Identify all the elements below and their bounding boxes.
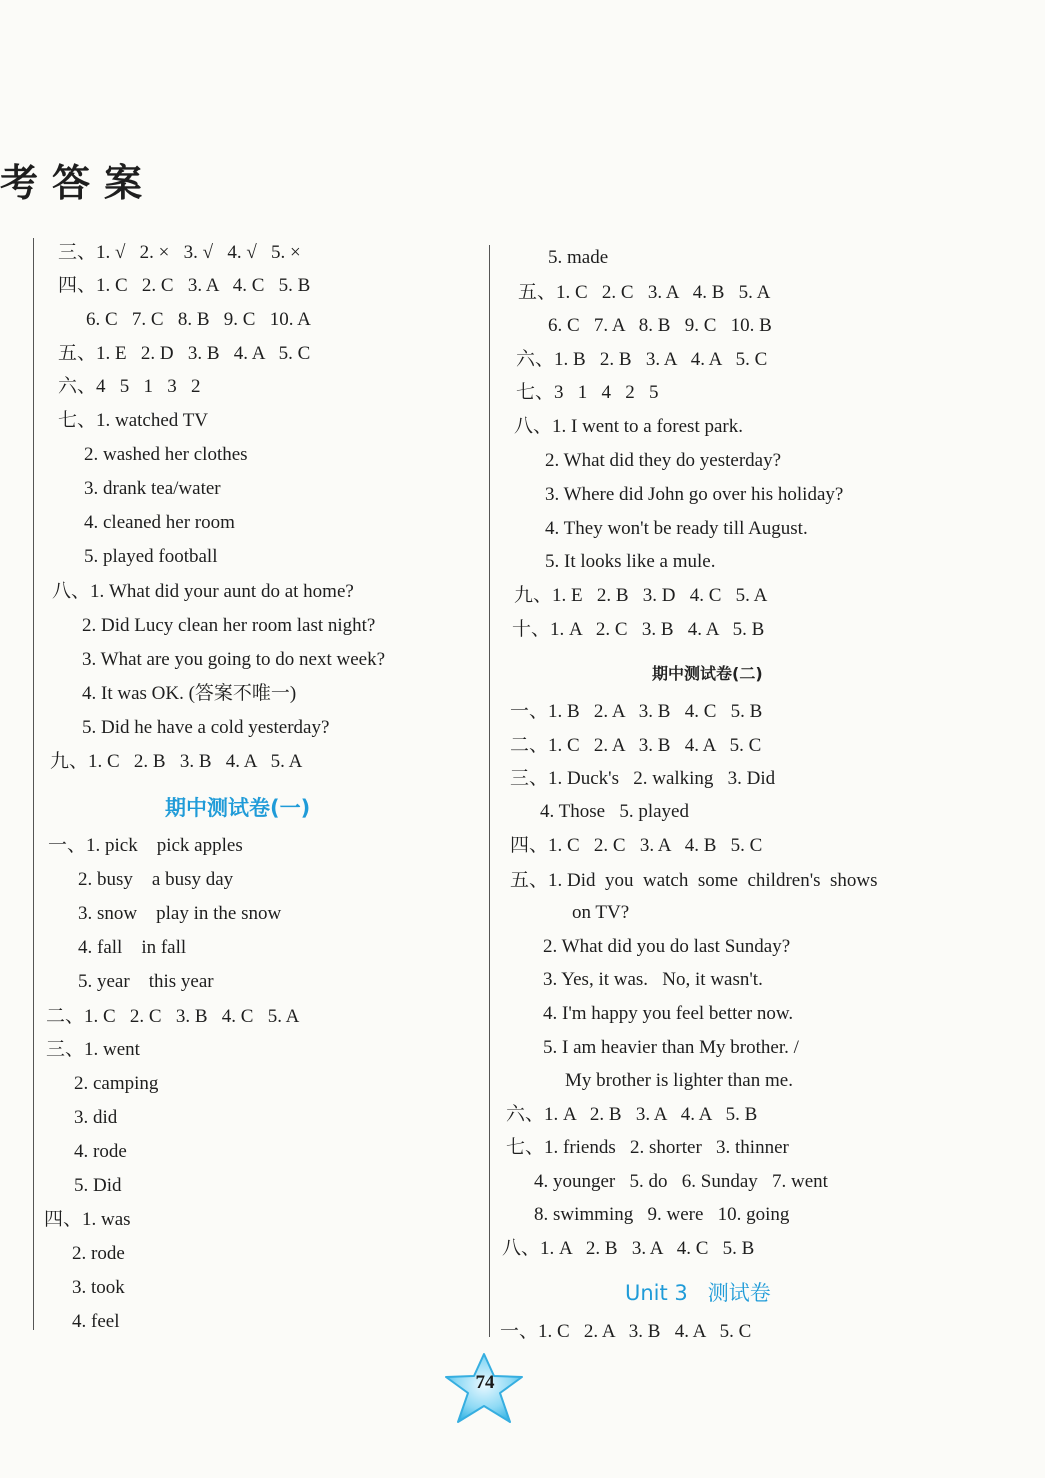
answer-line: 3. did (74, 1107, 118, 1128)
answer-line: 4. It was OK. (答案不唯一) (82, 683, 297, 704)
answer-line: 八、1. I went to a forest park. (514, 416, 743, 437)
answer-line: My brother is lighter than me. (565, 1070, 793, 1091)
answer-line: 6. C 7. A 8. B 9. C 10. B (548, 315, 772, 336)
page-title: 考答案 (0, 161, 157, 205)
answer-line: 4. fall in fall (78, 937, 187, 958)
answer-line: 3. Yes, it was. No, it wasn't. (543, 969, 763, 990)
section-title-unit-3: Unit 3 测试卷 (625, 1281, 771, 1305)
answer-line: 一、1. B 2. A 3. B 4. C 5. B (510, 701, 763, 722)
answer-line: 六、4 5 1 3 2 (58, 376, 201, 397)
answer-line: 十、1. A 2. C 3. B 4. A 5. B (512, 619, 765, 640)
answer-line: 四、1. was (44, 1209, 131, 1230)
left-margin-rule (33, 238, 34, 1330)
answer-line: 二、1. C 2. A 3. B 4. A 5. C (510, 735, 762, 756)
answer-line: 四、1. C 2. C 3. A 4. C 5. B (58, 275, 311, 296)
answer-line: 4. They won't be ready till August. (545, 518, 808, 539)
answer-line: 七、3 1 4 2 5 (516, 382, 659, 403)
center-divider-rule (489, 245, 490, 1337)
answer-line: on TV? (572, 902, 630, 923)
answer-line: 四、1. C 2. C 3. A 4. B 5. C (510, 835, 763, 856)
answer-line: 3. drank tea/water (84, 478, 221, 499)
answer-line: 2. busy a busy day (78, 869, 234, 890)
answer-line: 三、1. √ 2. × 3. √ 4. √ 5. × (58, 242, 301, 263)
answer-line: 八、1. What did your aunt do at home? (52, 581, 354, 602)
page-number-badge (440, 1350, 530, 1428)
page-number: 74 (475, 1372, 495, 1393)
answer-line: 二、1. C 2. C 3. B 4. C 5. A (46, 1006, 300, 1027)
answer-line: 2. washed her clothes (84, 444, 248, 465)
answer-line: 4. cleaned her room (84, 512, 235, 533)
section-title-midterm-2: 期中测试卷(二) (652, 664, 763, 683)
answer-line: 五、1. C 2. C 3. A 4. B 5. A (518, 282, 771, 303)
answer-line: 七、1. watched TV (58, 410, 209, 431)
answer-line: 8. swimming 9. were 10. going (534, 1204, 790, 1225)
answer-line: 2. camping (74, 1073, 159, 1094)
answer-line: 一、1. C 2. A 3. B 4. A 5. C (500, 1321, 752, 1342)
answer-line: 5. Did (74, 1175, 122, 1196)
answer-line: 2. What did they do yesterday? (545, 450, 782, 471)
answer-line: 5. made (548, 247, 609, 268)
answer-line: 3. took (72, 1277, 125, 1298)
answer-line: 5. year this year (78, 971, 214, 992)
answer-line: 5. played football (84, 546, 218, 567)
answer-line: 4. feel (72, 1311, 120, 1332)
answer-line: 2. rode (72, 1243, 125, 1264)
answer-line: 八、1. A 2. B 3. A 4. C 5. B (502, 1238, 755, 1259)
answer-line: 5. It looks like a mule. (545, 551, 716, 572)
section-title-midterm-1: 期中测试卷(一) (165, 796, 311, 820)
answer-line: 4. rode (74, 1141, 127, 1162)
answer-line: 5. Did he have a cold yesterday? (82, 717, 330, 738)
answer-line: 三、1. Duck's 2. walking 3. Did (510, 768, 776, 789)
answer-line: 5. I am heavier than My brother. / (543, 1037, 799, 1058)
answer-line: 三、1. went (46, 1039, 140, 1060)
answer-line: 4. younger 5. do 6. Sunday 7. went (534, 1171, 828, 1192)
answer-line: 一、1. pick pick apples (48, 835, 243, 856)
answer-line: 九、1. E 2. B 3. D 4. C 5. A (514, 585, 768, 606)
answer-line: 2. What did you do last Sunday? (543, 936, 791, 957)
answer-line: 五、1. Did you watch some children's shows (510, 870, 878, 891)
answer-line: 九、1. C 2. B 3. B 4. A 5. A (50, 751, 303, 772)
answer-line: 2. Did Lucy clean her room last night? (82, 615, 376, 636)
answer-line: 4. I'm happy you feel better now. (543, 1003, 794, 1024)
answer-line: 3. snow play in the snow (78, 903, 282, 924)
answer-line: 3. What are you going to do next week? (82, 649, 386, 670)
answer-line: 五、1. E 2. D 3. B 4. A 5. C (58, 343, 311, 364)
answer-line: 六、1. B 2. B 3. A 4. A 5. C (516, 349, 768, 370)
answer-line: 4. Those 5. played (540, 801, 689, 822)
answer-line: 七、1. friends 2. shorter 3. thinner (506, 1137, 789, 1158)
answer-line: 3. Where did John go over his holiday? (545, 484, 844, 505)
answer-line: 六、1. A 2. B 3. A 4. A 5. B (506, 1104, 758, 1125)
answer-line: 6. C 7. C 8. B 9. C 10. A (86, 309, 311, 330)
